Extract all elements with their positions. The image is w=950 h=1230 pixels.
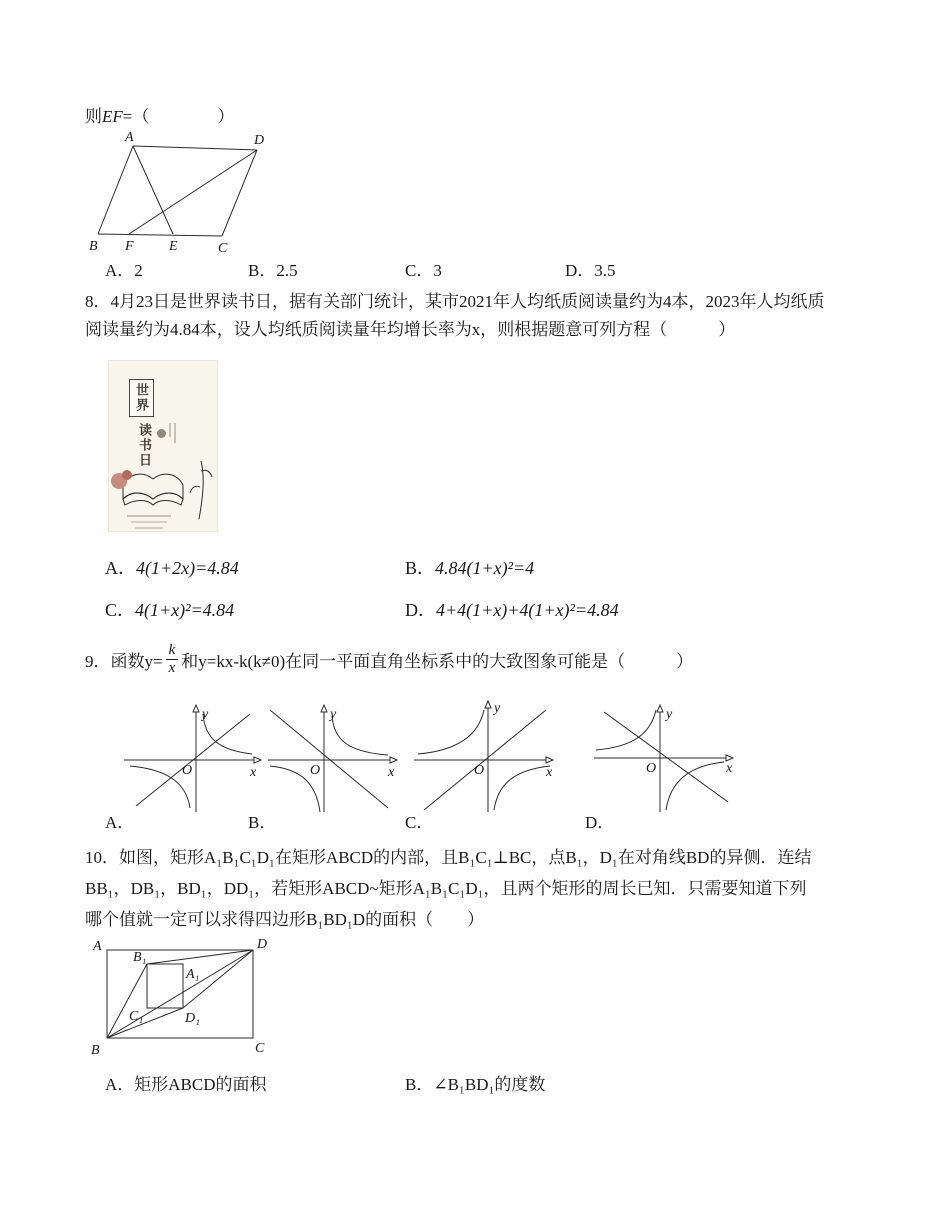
q7-option-a: [105, 258, 143, 284]
q8-option-a-text: 4(1+2x)=4.84: [136, 558, 239, 578]
q9-graph-a-label: A．: [105, 813, 135, 832]
q7-option-b-label: B．: [248, 261, 277, 280]
q10-label-d1: D₁: [185, 1011, 200, 1026]
q10-label-b1: B₁: [133, 950, 147, 965]
q7-stem-prefix: 则: [85, 107, 102, 126]
q8-option-a-label: A．: [105, 558, 136, 578]
poster-dot: [157, 429, 166, 438]
book-day-poster: [108, 360, 218, 532]
q7-label-d: D: [254, 133, 265, 148]
q9-graph-c: [408, 698, 558, 818]
q10-label-b: B: [91, 1043, 100, 1058]
fraction-k-over-x: [166, 642, 179, 677]
q8-option-b-label: B．: [405, 558, 436, 578]
poster-title-bottom: 读书日: [137, 423, 152, 468]
q8-stem-line2: 阅读量约为4.84本，设人均纸质阅读量年均增长率为x，则根据题意可列方程（ ）: [85, 320, 736, 339]
plant-decoration: [199, 461, 203, 519]
q8-option-c: [105, 598, 234, 623]
q10-label-a1: A₁: [186, 967, 200, 982]
poster-smalltext-bar: [135, 527, 163, 529]
q8-option-d-label: D．: [405, 600, 436, 620]
q7-option-d-label: D．: [565, 261, 595, 280]
poster-smalltext-bar: [131, 521, 167, 523]
q7-parallelogram-figure: [85, 128, 300, 254]
q9b-y-label: y: [330, 707, 337, 722]
q10-option-b-text: ∠B₁BD₁的度数: [433, 1075, 546, 1094]
q7-label-a: A: [125, 130, 134, 145]
q10-option-b: [405, 1072, 545, 1098]
poster-title-top: 世界: [134, 383, 149, 413]
q8-option-d-text: 4+4(1+x)+4(1+x)²=4.84: [436, 600, 619, 620]
q7-label-f: F: [125, 239, 134, 254]
q7-option-b-text: 2.5: [276, 261, 298, 280]
q10-option-a-text: 矩形ABCD的面积: [134, 1075, 267, 1094]
q9d-y-label: y: [666, 707, 673, 722]
q10-stem-line1: 10．如图，矩形A₁B₁C₁D₁在矩形ABCD的内部，且B₁C₁⊥BC，点B₁，D₁在对角线BD的异侧．连结: [85, 848, 812, 867]
q7-option-a-label: A．: [105, 261, 135, 280]
q10-option-a-label: A．: [105, 1075, 135, 1094]
q9-graph-a: [118, 700, 263, 818]
q8-option-a: [105, 556, 239, 581]
q9a-y-label: y: [202, 707, 209, 722]
q10-rectangles-figure: [85, 936, 300, 1068]
q10-stem-line2: BB₁，DB₁，BD₁，DD₁，若矩形ABCD~矩形A₁B₁C₁D₁，且两个矩形的周长已知．只需要知道下列: [85, 879, 807, 898]
q9-graph-d-label: D．: [585, 813, 615, 832]
q10-option-a: [105, 1072, 267, 1098]
q7-option-c: [405, 258, 442, 284]
q9a-x-label: x: [250, 765, 257, 780]
q9b-o-label: O: [310, 763, 321, 778]
q7-label-e: E: [169, 239, 178, 254]
q9-graph-b-label: B．: [248, 813, 277, 832]
q10-stem-line3: 哪个值就一定可以求得四边形B₁BD₁D的面积（ ）: [85, 910, 485, 929]
q8-option-b-text: 4.84(1+x)²=4: [435, 558, 535, 578]
q7-stem-math: EF: [102, 107, 123, 126]
fraction-denominator: x: [168, 660, 176, 676]
q8-option-b: [405, 556, 534, 581]
q7-stem-suffix: =（ ）: [122, 107, 235, 126]
q9-stem: [85, 642, 693, 677]
q9d-o-label: O: [646, 761, 657, 776]
q9-graph-c-label: C．: [405, 813, 434, 832]
q9a-o-label: O: [182, 763, 193, 778]
q7-option-d-text: 3.5: [594, 261, 616, 280]
q7-stem: [85, 104, 234, 130]
q9b-x-label: x: [388, 765, 395, 780]
q9-stem-post: 和y=kx-k(k≠0)在同一平面直角坐标系中的大致图象可能是（ ）: [181, 652, 694, 671]
q9c-x-label: x: [546, 765, 553, 780]
q10-option-b-label: B．: [405, 1075, 434, 1094]
q9-graph-d: [588, 700, 738, 818]
q8-option-c-label: C．: [105, 600, 136, 620]
q10-label-a: A: [93, 939, 102, 954]
q7-label-c: C: [218, 241, 228, 254]
poster-smalltext-bar: [127, 515, 171, 517]
q10-label-c: C: [255, 1041, 265, 1056]
q7-option-c-text: 3: [433, 261, 442, 280]
q9c-y-label: y: [494, 701, 501, 716]
q8-stem-line1: 8．4月23日是世界读书日，据有关部门统计，某市2021年人均纸质阅读量约为4本，2023年人均纸质: [85, 292, 825, 311]
q7-option-c-label: C．: [405, 261, 434, 280]
poster-smalltext-bar: [169, 423, 171, 437]
q9d-x-label: x: [726, 761, 733, 776]
open-book-illustration: [109, 453, 219, 533]
q9-graph-b: [262, 700, 402, 818]
q9c-o-label: O: [474, 763, 485, 778]
q7-option-a-text: 2: [134, 261, 143, 280]
q9-stem-pre: 9．函数y=: [85, 652, 163, 671]
poster-title-box: [129, 379, 154, 417]
q10-label-d: D: [257, 937, 268, 952]
q10-label-c1: C₁: [129, 1009, 144, 1024]
q7-label-b: B: [89, 239, 98, 254]
q7-option-b: [248, 258, 298, 284]
poster-smalltext-bar: [174, 423, 176, 443]
q8-option-c-text: 4(1+x)²=4.84: [135, 600, 235, 620]
q8-option-d: [405, 598, 619, 623]
q7-option-d: [565, 258, 616, 284]
fraction-numerator: k: [168, 642, 176, 658]
